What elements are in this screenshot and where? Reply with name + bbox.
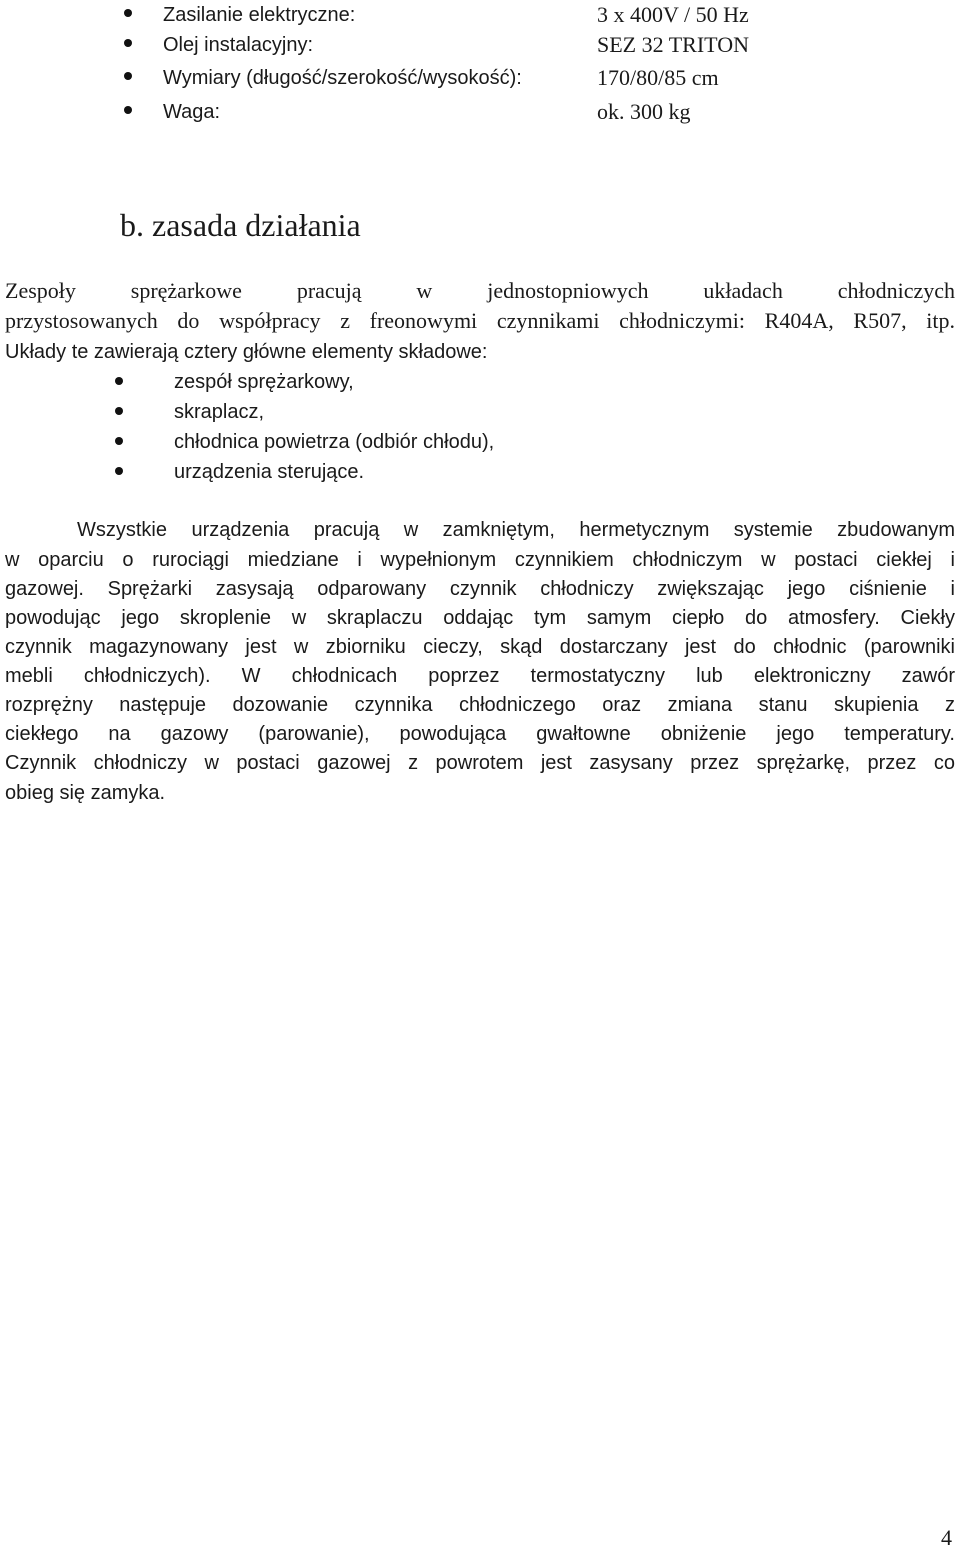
paragraph-line: w oparciu o rurociągi miedziane i wypełnionym czynnikiem chłodniczym w postaci ciekłej i — [5, 549, 955, 571]
intro-line: Układy te zawierają cztery główne elementy składowe: — [5, 341, 488, 363]
paragraph-line: powodując jego skroplenie w skraplaczu oddając tym samym ciepło do atmosfery. Ciekły — [5, 607, 955, 629]
section-heading: b. zasada działania — [120, 207, 361, 243]
spec-label: Zasilanie elektryczne: — [163, 4, 356, 26]
bullet-icon — [115, 377, 123, 385]
spec-value: 3 x 400V / 50 Hz — [597, 2, 749, 27]
paragraph-line: obieg się zamyka. — [5, 782, 166, 804]
paragraph-line: rozprężny następuje dozowanie czynnika chłodniczego oraz zmiana stanu skupienia z — [5, 694, 955, 716]
spec-item-dimensions — [0, 63, 960, 93]
bullet-icon — [124, 9, 132, 17]
bullet-icon — [124, 39, 132, 47]
bullet-icon — [124, 72, 132, 80]
list-item — [0, 457, 960, 487]
bullet-icon — [124, 106, 132, 114]
spec-item-weight — [0, 97, 960, 127]
list-item-text: skraplacz, — [174, 401, 265, 423]
paragraph-line: mebli chłodniczych). W chłodnicach poprzez termostatyczny lub elektroniczny zawór — [5, 665, 955, 687]
list-item-text: urządzenia sterujące. — [174, 461, 365, 483]
paragraph-line: czynnik magazynowany jest w zbiorniku cieczy, skąd dostarczany jest do chłodnic (parowniki — [5, 636, 955, 658]
paragraph-line: ciekłego na gazowy (parowanie), powodująca gwałtowne obniżenie jego temperatury. — [5, 723, 955, 745]
bullet-icon — [115, 407, 123, 415]
spec-item-oil — [0, 30, 960, 60]
intro-line: przystosowanych do współpracy z freonowymi czynnikami chłodniczymi: R404A, R507, itp. — [5, 308, 955, 333]
list-item-text: chłodnica powietrza (odbiór chłodu), — [174, 431, 495, 453]
list-item — [0, 397, 960, 427]
spec-label: Olej instalacyjny: — [163, 34, 314, 56]
spec-label: Wymiary (długość/szerokość/wysokość): — [163, 67, 522, 89]
spec-value: ok. 300 kg — [597, 99, 691, 124]
list-item-text: zespół sprężarkowy, — [174, 371, 354, 393]
bullet-icon — [115, 467, 123, 475]
paragraph-line: Wszystkie urządzenia pracują w zamkniętym, hermetycznym systemie zbudowanym — [77, 519, 955, 541]
bullet-icon — [115, 437, 123, 445]
spec-label: Waga: — [163, 101, 221, 123]
intro-line: Zespoły sprężarkowe pracują w jednostopniowych układach chłodniczych — [5, 278, 955, 303]
spec-item-power — [0, 0, 960, 30]
list-item — [0, 367, 960, 397]
spec-value: 170/80/85 cm — [597, 65, 719, 90]
spec-value: SEZ 32 TRITON — [597, 32, 749, 57]
paragraph-line: gazowej. Sprężarki zasysają odparowany czynnik chłodniczy zwiększając jego ciśnienie i — [5, 578, 955, 600]
page-number: 4 — [941, 1525, 952, 1550]
list-item — [0, 427, 960, 457]
paragraph-line: Czynnik chłodniczy w postaci gazowej z powrotem jest zasysany przez sprężarkę, przez co — [5, 752, 955, 774]
